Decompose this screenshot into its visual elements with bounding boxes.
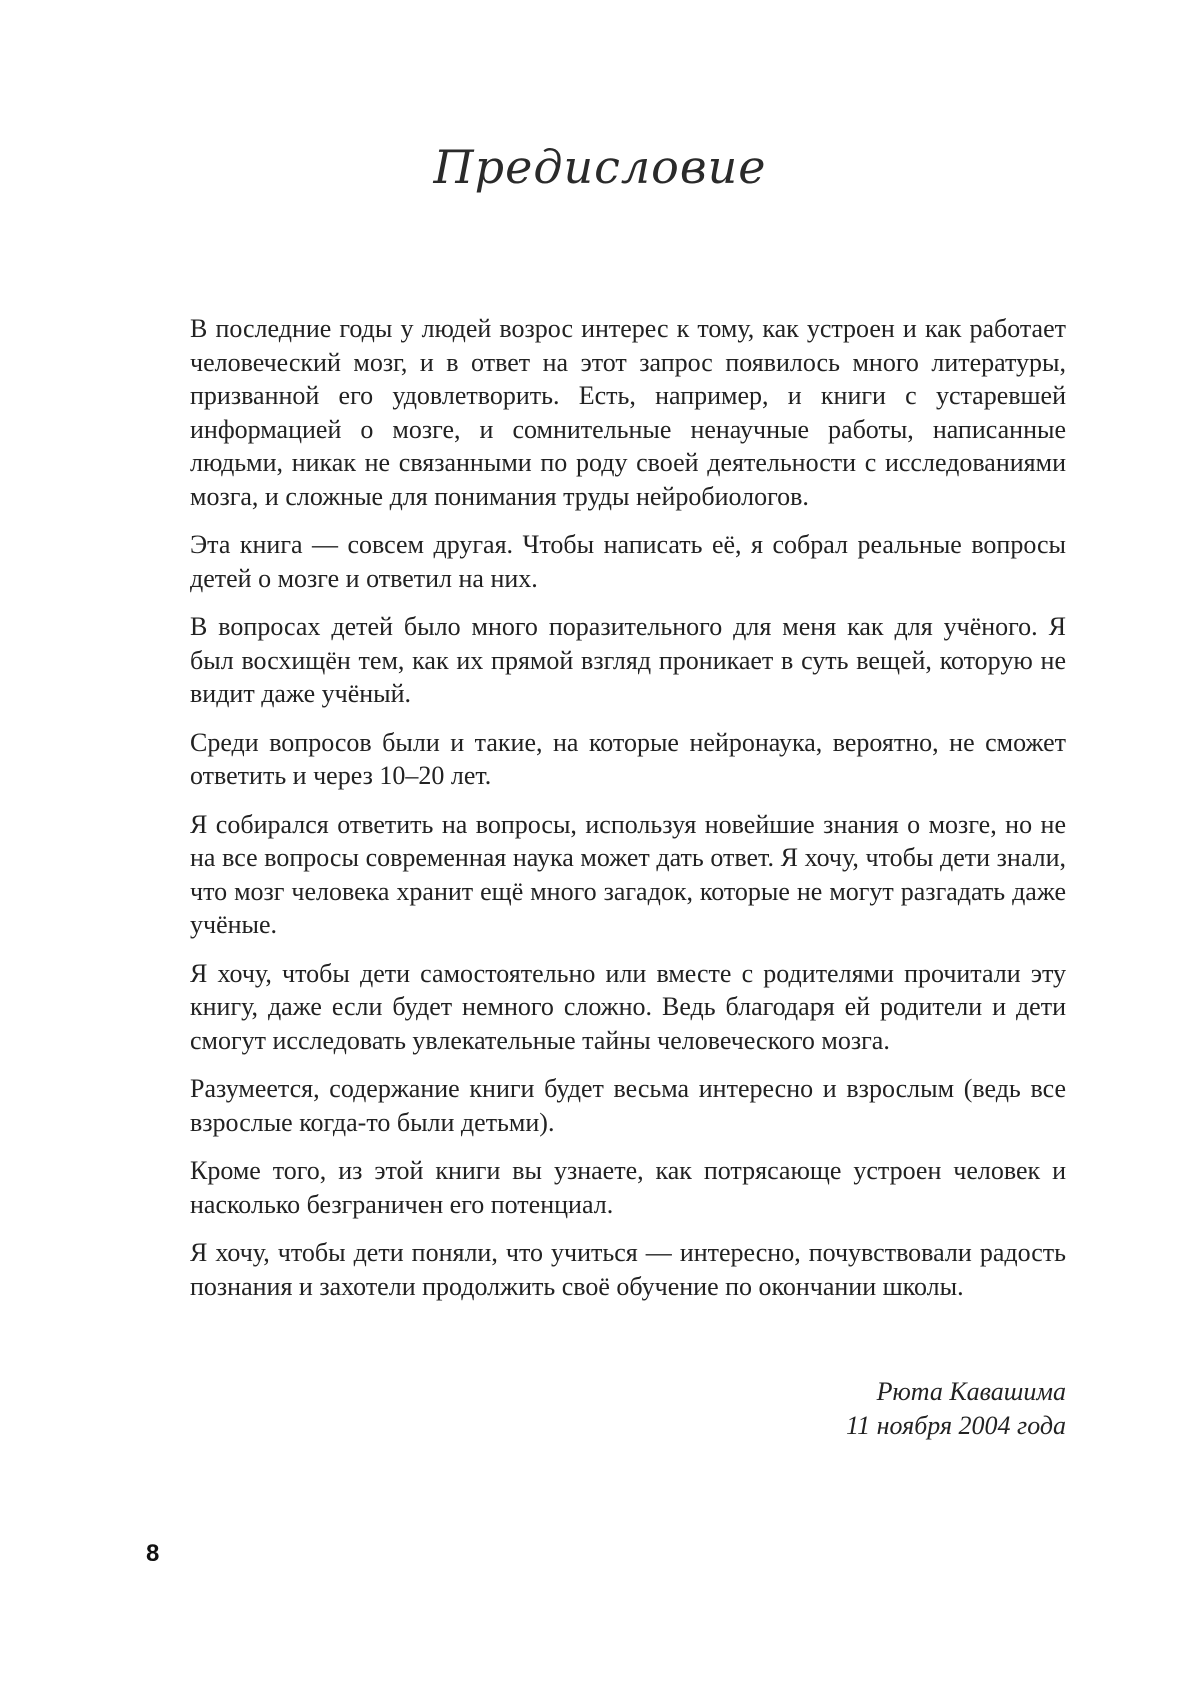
preface-body — [190, 312, 1066, 1318]
paragraph: Разумеется, содержание книги будет весьма интересно и взрослым (ведь все взрослые когда-то были детьми). — [190, 1074, 1066, 1137]
signature-author: Рюта Кавашима — [876, 1377, 1066, 1406]
paragraph: Эта книга — совсем другая. Чтобы написать её, я собрал реальные вопросы детей о мозге и ответил на них. — [190, 530, 1066, 593]
paragraph: Я хочу, чтобы дети поняли, что учиться — интересно, почувствовали радость познания и захотели продолжить своё обучение по окончании школы. — [190, 1238, 1066, 1301]
paragraph: Я собирался ответить на вопросы, используя новейшие знания о мозге, но не на все вопросы современная наука может дать ответ. Я хочу, чтобы дети знали, что мозг человека хранит ещё много загадок, которые не могут разгадать даже учёные. — [190, 809, 1066, 939]
paragraph: Среди вопросов были и такие, на которые нейронаука, вероятно, не сможет ответить и через 10–20 лет. — [190, 727, 1066, 790]
signature-block — [846, 1375, 1066, 1443]
page-number: 8 — [146, 1540, 160, 1567]
paragraph: Кроме того, из этой книги вы узнаете, как потрясающе устроен человек и насколько безграничен его потенциал. — [190, 1156, 1066, 1219]
chapter-title: Предисловие — [433, 140, 767, 194]
paragraph: В вопросах детей было много поразительного для меня как для учёного. Я был восхищён тем, как их прямой взгляд проникает в суть вещей, которую не видит даже учёный. — [190, 612, 1066, 708]
paragraph: В последние годы у людей возрос интерес к тому, как устроен и как работает человеческий мозг, и в ответ на этот запрос появилось много литературы, призванной его удовлетворить. Есть, например, и книги с устаревшей информацией о мозге, и сомнительные ненаучные работы, написанные людьми, никак не связанными по роду своей деятельности с исследованиями мозга, и сложные для понимания труды нейробиологов. — [190, 314, 1066, 511]
signature-date: 11 ноября 2004 года — [846, 1411, 1066, 1440]
paragraph: Я хочу, чтобы дети самостоятельно или вместе с родителями прочитали эту книгу, даже если будет немного сложно. Ведь благодаря ей родители и дети смогут исследовать увлекательные тайны человеческого мозга. — [190, 958, 1066, 1055]
